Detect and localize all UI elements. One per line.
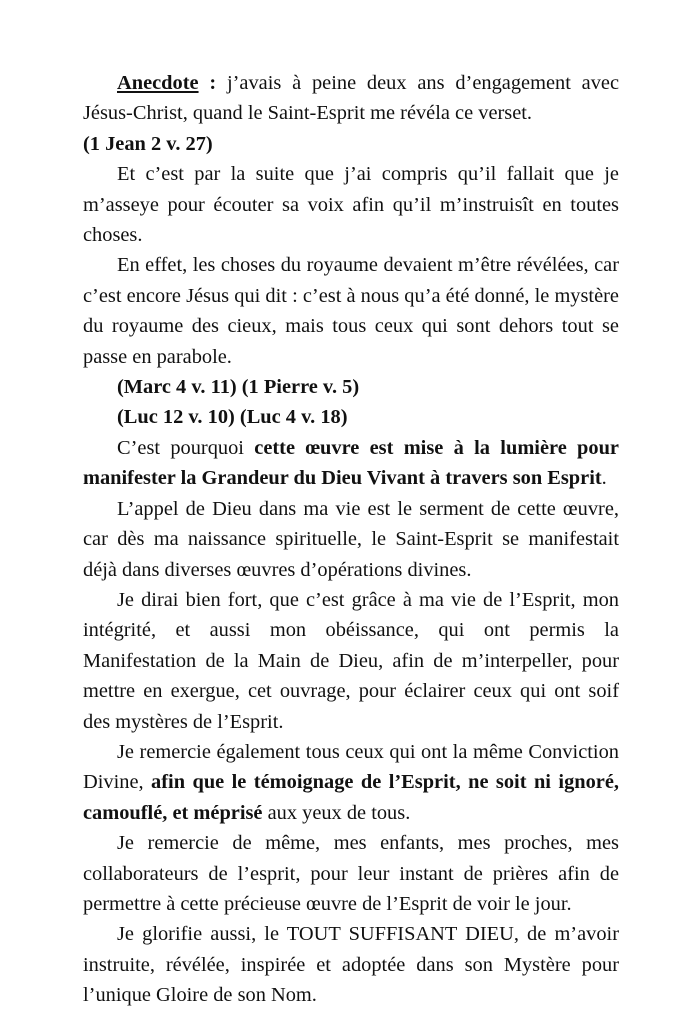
paragraph-7-text-b: aux yeux de tous.: [262, 801, 411, 824]
anecdote-colon: :: [198, 72, 217, 94]
paragraph-4-text-b: .: [601, 467, 607, 490]
anecdote-text: j’avais à peine deux ans d’engagement avec Jésus-Christ, quand le Saint-Esprit me révéla ce verset.: [83, 72, 620, 125]
paragraph-4: [83, 433, 619, 494]
paragraph-5: L’appel de Dieu dans ma vie est le serment de cette œuvre, car dès ma naissance spirituelle, le Saint-Esprit se manifestait déjà dans diverses œuvres d’opérations divines.: [83, 497, 619, 581]
document-page: [83, 68, 619, 1011]
paragraph-9: Je glorifie aussi, le TOUT SUFFISANT DIEU, de m’avoir instruite, révélée, inspirée et adoptée dans son Mystère pour l’unique Gloire de son Nom.: [83, 923, 619, 1007]
scripture-reference-2: (Luc 12 v. 10) (Luc 4 v. 18): [117, 406, 348, 429]
anecdote-reference: (1 Jean 2 v. 27): [83, 132, 213, 155]
paragraph-7-bold: afin que le témoignage de l’Esprit, ne soit ni ignoré, camouflé, et méprisé: [83, 771, 619, 824]
paragraph-4-text-a: C’est pourquoi: [117, 436, 255, 459]
paragraph-3: En effet, les choses du royaume devaient m’être révélées, car c’est encore Jésus qui dit : c’est à nous qu’a été donné, le mystère du royaume des cieux, mais tous ceux qui sont dehors tout se passe en parabole.: [83, 254, 619, 368]
paragraph-anecdote: [83, 68, 619, 159]
paragraph-2: Et c’est par la suite que j’ai compris qu’il fallait que je m’asseye pour écouter sa voix afin qu’il m’instruisît en toutes choses.: [83, 163, 619, 247]
anecdote-label: Anecdote: [117, 72, 199, 94]
paragraph-7: [83, 737, 619, 828]
paragraph-4-bold: cette œuvre est mise à la lumière pour manifester la Grandeur du Dieu Vivant à travers son Esprit: [83, 436, 619, 490]
paragraph-6: Je dirai bien fort, que c’est grâce à ma vie de l’Esprit, mon intégrité, et aussi mon obéissance, qui ont permis la Manifestation de la Main de Dieu, afin de m’interpeller, pour mettre en exergue, cet ouvrage, pour éclairer ceux qui ont soif des mystères de l’Esprit.: [83, 588, 619, 733]
scripture-reference-1: (Marc 4 v. 11) (1 Pierre v. 5): [117, 376, 360, 399]
paragraph-7-text-a: Je remercie également tous ceux qui ont la même Conviction Divine,: [83, 740, 619, 794]
paragraph-8: Je remercie de même, mes enfants, mes proches, mes collaborateurs de l’esprit, pour leur instant de prières afin de permettre à cette précieuse œuvre de l’Esprit de voir le jour.: [83, 832, 619, 915]
